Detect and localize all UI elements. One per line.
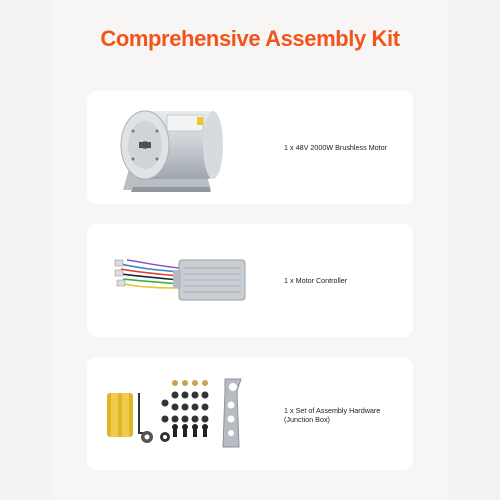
page-title: Comprehensive Assembly Kit (100, 26, 400, 51)
kit-item-controller-card (87, 224, 413, 337)
kit-item-motor-card (87, 91, 413, 204)
kit-item-controller-label: 1 x Motor Controller (284, 276, 348, 285)
kit-item-motor-label: 1 x 48V 2000W Brushless Motor (284, 143, 388, 152)
assembly-hardware-icon (87, 357, 257, 470)
motor-controller-icon (87, 224, 257, 337)
kit-item-hardware-label-line1: 1 x Set of Assembly Hardware (284, 406, 381, 415)
kit-item-hardware-label-line2: (Junction Box) (284, 415, 330, 424)
kit-item-hardware-label (284, 406, 380, 424)
brushless-motor-icon (87, 91, 257, 204)
kit-item-hardware-card (87, 357, 413, 470)
